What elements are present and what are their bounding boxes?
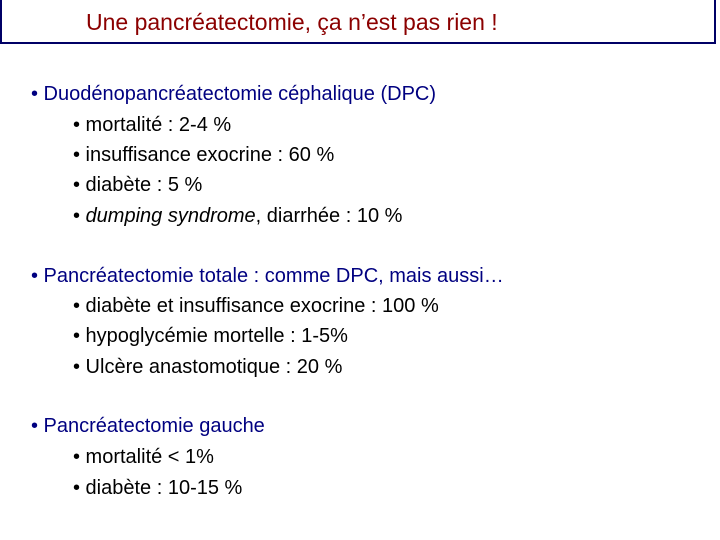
slide-title: Une pancréatectomie, ça n’est pas rien ! — [86, 9, 498, 35]
list-item-dpc-dumping — [73, 204, 402, 228]
bullet: • — [73, 205, 86, 227]
dumping-syndrome-text: dumping syndrome — [85, 205, 256, 227]
list-item-totale-diabete: • diabète et insuffisance exocrine : 100 % — [73, 295, 439, 317]
list-item-gauche-diabete: • diabète : 10-15 % — [73, 477, 243, 499]
list-item-totale-hypoglycemie: • hypoglycémie mortelle : 1-5% — [73, 325, 348, 347]
list-item-gauche-mortalite: • mortalité < 1% — [73, 446, 214, 468]
section-heading-gauche: • Pancréatectomie gauche — [31, 415, 265, 437]
list-item-dpc-insuffisance: • insuffisance exocrine : 60 % — [73, 144, 335, 166]
section-heading-dpc: • Duodénopancréatectomie céphalique (DPC) — [31, 83, 437, 105]
list-item-dpc-mortalite: • mortalité : 2-4 % — [73, 114, 232, 136]
list-item-totale-ulcere: • Ulcère anastomotique : 20 % — [73, 356, 343, 378]
dumping-rest-text: , diarrhée : 10 % — [255, 205, 403, 227]
list-item-dpc-diabete: • diabète : 5 % — [73, 174, 203, 196]
section-heading-totale: • Pancréatectomie totale : comme DPC, mais aussi… — [31, 265, 504, 287]
